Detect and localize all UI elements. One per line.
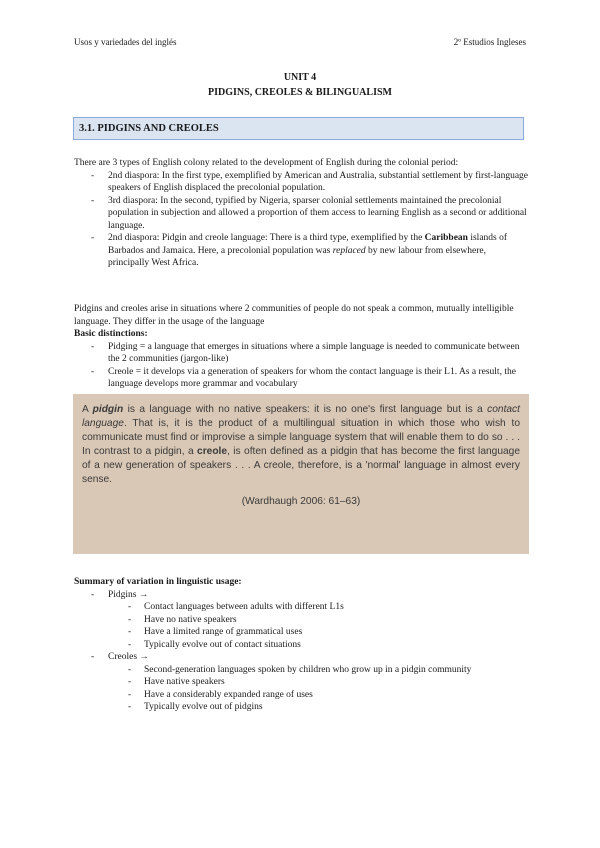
- creoles-item-2: - Have native speakers: [74, 676, 529, 689]
- pidgins-item-2: - Have no native speakers: [74, 614, 529, 627]
- colony-block: [74, 157, 529, 270]
- summary-block: [74, 576, 529, 714]
- colony-item-3-mid: islands of Barbados and Jamaica. Here, a precolonial population was: [108, 233, 508, 256]
- pidgins-list: [108, 601, 529, 651]
- colony-list: [74, 170, 529, 270]
- creoles-item-3: - Have a considerably expanded range of uses: [74, 689, 529, 702]
- colony-item-3: [74, 232, 529, 270]
- colony-item-1: - 2nd diaspora: In the first type, exemplified by American and Australia, substantial settlement by first-language speakers of English displaced the precolonial population.: [74, 170, 529, 195]
- quote-part-a: A: [82, 404, 93, 415]
- basic-item-1: - Pidging = a language that emerges in situations where a simple language is needed to communicate between the 2 communities (jargon-like): [74, 341, 529, 366]
- basic-list: [74, 341, 529, 391]
- quote-part-b: is a language with no native speakers: it is no one's first language but is a: [123, 404, 488, 415]
- quote-part-c: . That is, it is the product of a multilingual situation in which those who wish to communicate must find or improvise a simple language system that will enable them to do so . . . In contrast to a pidgin, a: [82, 418, 520, 457]
- creoles-label: Creoles →: [108, 652, 149, 662]
- summary-pidgins: [74, 589, 529, 652]
- pidgins-item-1: - Contact languages between adults with different L1s: [74, 601, 529, 614]
- pidgins-label: Pidgins →: [108, 589, 149, 600]
- colony-intro: There are 3 types of English colony related to the development of English during the colonial period:: [74, 158, 459, 168]
- distinctions-block: [74, 303, 529, 391]
- colony-item-3-post: by new labour from elsewhere, principally West Africa.: [108, 245, 486, 268]
- unit-title: PIDGINS, CREOLES & BILINGUALISM: [208, 87, 392, 98]
- colony-item-3-italic: replaced: [332, 245, 366, 256]
- header-right: 2º Estudios Ingleses: [453, 37, 526, 47]
- quote-part-d: , is often defined as a pidgin that has become the first language of a new generation of speakers . . . A creole, therefore, is a 'normal' language in almost every sense.: [82, 446, 520, 485]
- section-heading: 3.1. PIDGINS AND CREOLES: [73, 117, 524, 140]
- paragraph-2: Pidgins and creoles arise in situations where 2 communities of people do not speak a common, mutually intelligible language. They differ in the usage of the language: [74, 304, 514, 327]
- colony-item-2: - 3rd diaspora: In the second, typified by Nigeria, sparser colonial settlements maintained the precolonial population in subjection and allowed a proportion of them access to learning English as a second or additional language.: [74, 195, 529, 233]
- quote-text: [82, 403, 520, 487]
- quote-pidgin: pidgin: [92, 404, 124, 415]
- pidgins-item-3: - Have a limited range of grammatical uses: [74, 626, 529, 639]
- pidgins-item-4: - Typically evolve out of contact situations: [74, 639, 529, 652]
- creoles-list: [108, 664, 529, 714]
- summary-creoles: [74, 651, 529, 714]
- colony-item-3-pre: 2nd diaspora: Pidgin and creole language: There is a third type, exemplified by the: [108, 233, 425, 243]
- creoles-item-4: - Typically evolve out of pidgins: [74, 701, 529, 714]
- quote-contact: contact language: [82, 404, 520, 429]
- summary-heading: Summary of variation in linguistic usage:: [74, 577, 242, 587]
- quote-box: [73, 394, 529, 554]
- header-left: Usos y variedades del inglés: [74, 37, 177, 47]
- quote-citation: (Wardhaugh 2006: 61–63): [241, 496, 361, 507]
- unit-number: UNIT 4: [283, 72, 317, 83]
- basic-heading: Basic distinctions:: [74, 329, 148, 339]
- summary-list: [74, 589, 529, 714]
- quote-creole: creole: [197, 446, 228, 457]
- basic-item-2: - Creole = it develops via a generation of speakers for whom the contact language is their L1. As a result, the language develops more grammar and vocabulary: [74, 366, 529, 391]
- colony-item-3-bold: Caribbean: [424, 233, 468, 243]
- creoles-item-1: - Second-generation languages spoken by children who grow up in a pidgin community: [74, 664, 529, 677]
